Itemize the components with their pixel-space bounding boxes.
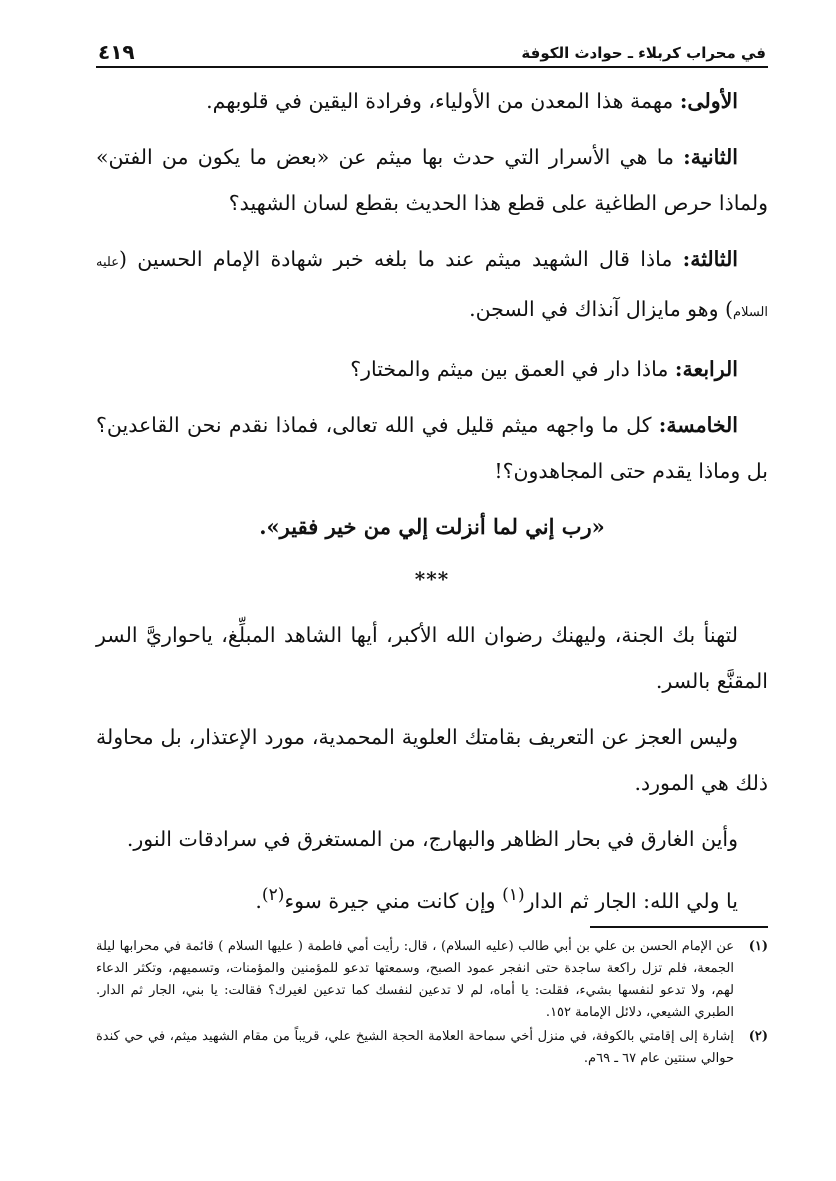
footnotes (96, 936, 768, 1072)
salutation-ornament: عليها السلام (227, 939, 294, 954)
question-1 (96, 78, 768, 124)
question-text: ماذا دار في العمق بين ميثم والمختار؟ (350, 357, 669, 381)
footnote-rule (590, 926, 768, 928)
question-label: الخامسة: (658, 413, 738, 437)
footnote-text-part: ، قال: رأيت أمي فاطمة ( (297, 939, 437, 954)
footnote-text-part: ) قائمة في محرابها ليلة الجمعة، فلم تزل راكعة ساجدة حتى انفجر عمود الصبح، وسمعتها تدعو للمؤمنين والمؤمنات، وتسميهم، وتكثر الدعاء لهم، ولا تدعو لنفسها بشيء، فقلت: يا أماه، لم لا تدعين لنفسك كما تدعين لغيرك؟ فقالت: يا بني، الجار ثم الدار. الطبري الشيعي، دلائل الإمامة ١٥٢. (96, 939, 734, 1020)
question-label: الرابعة: (674, 357, 738, 381)
question-text-continued: وهو مايزال آنذاك في السجن. (469, 297, 719, 321)
closing-text: يا ولي الله: الجار ثم الدار (524, 888, 738, 913)
footnote-text: عن الإمام الحسن بن علي بن أبي طالب (عليه السلام) ، قال: رأيت أمي فاطمة ( عليها السلام ) قائمة في محرابها ليلة الجمعة، فلم تزل راكعة ساجدة حتى انفجر عمود الصبح، وسمعتها تدعو للمؤمنين والمؤمنات، وتسميهم، وتكثر الدعاء لهم، ولا تدعو لنفسها بشيء، فقلت: يا أماه، لم لا تدعين لنفسك كما تدعين لغيرك؟ فقالت: يا بني، الجار ثم الدار. الطبري الشيعي، دلائل الإمامة ١٥٢. (96, 939, 734, 1020)
footnote-ref-2[interactable]: (٢) (261, 885, 285, 905)
footnote-ref-1[interactable]: (١) (502, 885, 525, 905)
header-rule (96, 66, 768, 68)
question-text: كل ما واجهه ميثم قليل في الله تعالى، فماذا نقدم نحن القاعدين؟ بل وماذا يقدم حتى المجاهدون؟! (96, 413, 768, 483)
section-separator: *** (414, 567, 450, 591)
closing-text-continued: وإن كانت مني جيرة سوء (284, 888, 503, 913)
question-4 (96, 346, 768, 392)
question-text: مهمة هذا المعدن من الأولياء، وفرادة اليقين في قلوبهم. (206, 89, 674, 113)
question-label: الثانية: (683, 145, 738, 169)
page-header (98, 34, 766, 64)
footnote-2 (96, 1026, 768, 1070)
running-title: في محراب كربلاء ـ حوادث الكوفة (521, 44, 766, 62)
footnote-1 (96, 936, 768, 1024)
main-text (96, 78, 768, 934)
paragraph-2: وليس العجز عن التعريف بقامتك العلوية المحمدية، مورد الإعتذار، بل محاولة ذلك هي المورد. (96, 725, 768, 795)
footnote-text: إشارة إلى إقامتي بالكوفة، في منزل أخي سماحة العلامة الحجة الشيخ علي، قريباً من مقام الشهيد ميثم، في حي كندة حوالي سنتين عام ٦٧ ـ ٦٩م. (96, 1029, 734, 1066)
paragraph-3: وأين الغارق في بحار الظاهر والبهارج، من المستغرق في سرادقات النور. (126, 827, 738, 851)
question-5 (96, 402, 768, 494)
footnote-number: (١) (748, 939, 768, 954)
paragraph-1: لتهنأ بك الجنة، وليهنك رضوان الله الأكبر، أيها الشاهد المبلِّغ، ياحواريَّ السر المقنَّع بالسر. (96, 623, 768, 693)
question-3: الثالثة: ماذا قال الشهيد ميثم عند ما بلغه خبر شهادة الإمام الحسين (عليه السلام) وهو مايزال آنذاك في السجن. (96, 247, 768, 321)
page-number: ٤١٩ (98, 40, 135, 64)
question-label: الثالثة: (682, 247, 739, 271)
closing-period: . (255, 888, 262, 913)
closing-line (96, 872, 768, 924)
salutation-ornament: عليه السلام (96, 255, 768, 320)
quranic-quote: «رب إني لما أنزلت إلي من خير فقير». (259, 514, 605, 539)
question-text: ماذا قال الشهيد ميثم عند ما بلغه خبر شهادة الإمام الحسين (137, 247, 673, 271)
question-2 (96, 134, 768, 226)
salutation-ornament: عليه السلام (446, 939, 509, 954)
footnote-number: (٢) (748, 1029, 768, 1044)
footnote-text-part: عن الإمام الحسن بن علي بن أبي طالب (518, 939, 734, 954)
question-text: ما هي الأسرار التي حدث بها ميثم عن «بعض ما يكون من الفتن» ولماذا حرص الطاغية على قطع هذا الحديث بقطع لسان الشهيد؟ (96, 145, 768, 215)
question-label: الأولى: (679, 89, 738, 113)
